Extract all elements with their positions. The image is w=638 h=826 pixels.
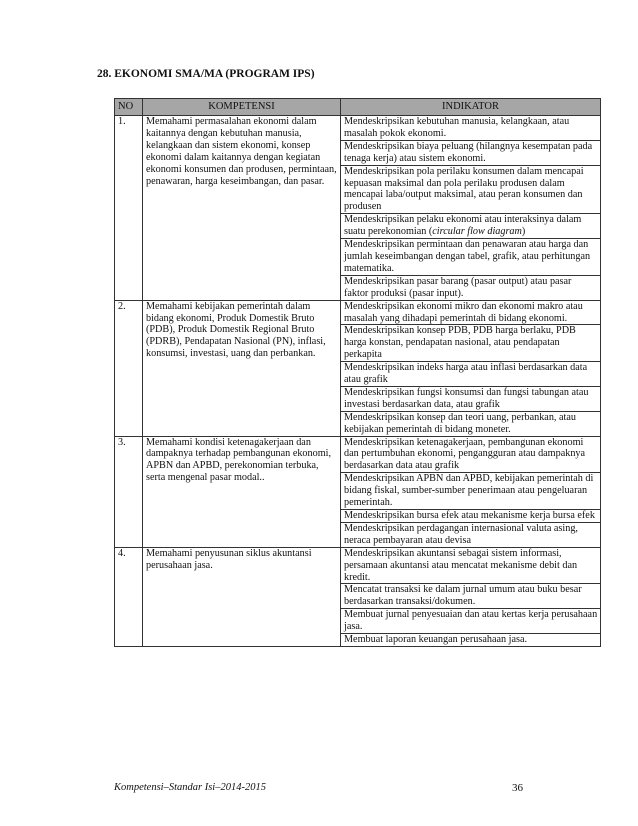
kompetensi-cell: Memahami kebijakan pemerintah dalam bidang ekonomi, Produk Domestik Bruto (PDB), Produk Domestik Regional Bruto (PDRB), Pendapatan Nasional (PN), inflasi, konsumsi, investasi, uang dan perbankan. — [143, 300, 341, 436]
indikator-text: Membuat laporan keuangan perusahaan jasa. — [344, 634, 528, 646]
indikator-text: Mendeskripsikan bursa efek atau mekanisme kerja bursa efek — [344, 510, 595, 521]
table-row — [115, 436, 601, 473]
indikator-text: Mendeskripsikan ketenagakerjaan, pembangunan ekonomi dan pertumbuhan ekonomi, pengangguran atau dampaknya berdasarkan data atau grafik — [344, 436, 586, 472]
indikator-cell — [341, 116, 601, 141]
kompetensi-cell: Memahami penyusunan siklus akuntansi perusahaan jasa. — [143, 547, 341, 646]
table-row — [115, 116, 601, 141]
kompetensi-cell: Memahami kondisi ketenagakerjaan dan dampaknya terhadap pembangunan ekonomi, APBN dan APBD, perekonomian terbuka, serta mengenal pasar modal.. — [143, 436, 341, 547]
indikator-cell — [341, 436, 601, 473]
table-row — [115, 547, 601, 584]
header-kompetensi: KOMPETENSI — [143, 99, 341, 116]
row-number: 2. — [115, 300, 143, 436]
indikator-cell — [341, 325, 601, 362]
row-number: 3. — [115, 436, 143, 547]
indikator-cell — [341, 165, 601, 214]
indikator-text: Mendeskripsikan konsep PDB, PDB harga berlaku, PDB harga konstan, pendapatan nasional, atau pendapatan perkapita — [344, 325, 576, 361]
section-title: 28. EKONOMI SMA/MA (PROGRAM IPS) — [97, 68, 315, 80]
indikator-text: Mendeskripsikan indeks harga atau inflasi berdasarkan data atau grafik — [344, 362, 588, 386]
indikator-cell — [341, 522, 601, 547]
indikator-text: Membuat jurnal penyesuaian dan atau kertas kerja perusahaan jasa. — [344, 609, 598, 633]
row-number: 4. — [115, 547, 143, 646]
indikator-cell — [341, 547, 601, 584]
indikator-cell — [341, 214, 601, 239]
indikator-text: Mendeskripsikan pasar barang (pasar output) atau pasar faktor produksi (pasar input). — [344, 275, 572, 299]
indikator-cell — [341, 275, 601, 300]
indikator-cell — [341, 300, 601, 325]
indikator-cell — [341, 609, 601, 634]
indikator-cell — [341, 411, 601, 436]
indikator-text: Mendeskripsikan kebutuhan manusia, kelangkaan, atau masalah pokok ekonomi. — [344, 116, 570, 139]
indikator-cell — [341, 362, 601, 387]
indikator-cell — [341, 239, 601, 276]
indikator-italic-text: circular flow diagram — [432, 226, 522, 238]
indikator-text: Mendeskripsikan pola perilaku konsumen dalam mencapai kepuasan maksimal dan pola perilaku produsen dalam mencapai laba/output maksimal, atau peran konsumen dan produsen — [344, 165, 584, 213]
indikator-cell — [341, 584, 601, 609]
header-no: NO — [115, 99, 143, 116]
indikator-text: Mendeskripsikan fungsi konsumsi dan fungsi tabungan atau investasi berdasarkan data, atau grafik — [344, 386, 589, 410]
table-row — [115, 300, 601, 325]
kompetensi-cell: Memahami permasalahan ekonomi dalam kaitannya dengan kebutuhan manusia, kelangkaan dan sistem ekonomi, konsep ekonomi dalam kaitannya dengan kegiatan ekonomi konsumen dan produsen, permintaan, penawaran, harga keseimbangan, dan pasar. — [143, 116, 341, 301]
indikator-text: Mendeskripsikan permintaan dan penawaran atau harga dan jumlah keseimbangan dengan tabel, grafik, atau perhitungan matematika. — [344, 239, 591, 274]
indikator-text-suffix: ) — [521, 226, 526, 238]
indikator-text: Mencatat transaksi ke dalam jurnal umum atau buku besar berdasarkan transaksi/dokumen. — [344, 584, 582, 608]
indikator-cell — [341, 386, 601, 411]
indikator-text: Mendeskripsikan akuntansi sebagai sistem informasi, persamaan akuntansi atau mencatat mekanisme debit dan kredit. — [344, 547, 578, 583]
indikator-text: Mendeskripsikan perdagangan internasional valuta asing, neraca pembayaran atau devisa — [344, 522, 578, 546]
indikator-text: Mendeskripsikan ekonomi mikro dan ekonomi makro atau masalah yang dihadapi pemerintah di bidang ekonomi. — [344, 300, 583, 324]
page-number: 36 — [512, 782, 523, 794]
indikator-cell — [341, 140, 601, 165]
indikator-cell — [341, 473, 601, 510]
indikator-cell — [341, 510, 601, 523]
indikator-text: Mendeskripsikan biaya peluang (hilangnya kesempatan pada tenaga kerja) atau sistem ekonomi. — [344, 140, 593, 164]
row-number: 1. — [115, 116, 143, 301]
competency-table — [114, 98, 601, 647]
footer-label: Kompetensi–Standar Isi–2014-2015 — [114, 782, 266, 793]
header-indikator: INDIKATOR — [341, 99, 601, 116]
table-header-row — [115, 99, 601, 116]
indikator-cell — [341, 634, 601, 647]
indikator-text: Mendeskripsikan konsep dan teori uang, perbankan, atau kebijakan pemerintah di bidang moneter. — [344, 411, 576, 435]
indikator-text: Mendeskripsikan pelaku ekonomi atau interaksinya dalam suatu perekonomian ( — [344, 214, 582, 238]
indikator-text: Mendeskripsikan APBN dan APBD, kebijakan pemerintah di bidang fiskal, sumber-sumber penerimaan atau pengeluaran pemerintah. — [344, 473, 594, 509]
table-body — [115, 116, 601, 647]
